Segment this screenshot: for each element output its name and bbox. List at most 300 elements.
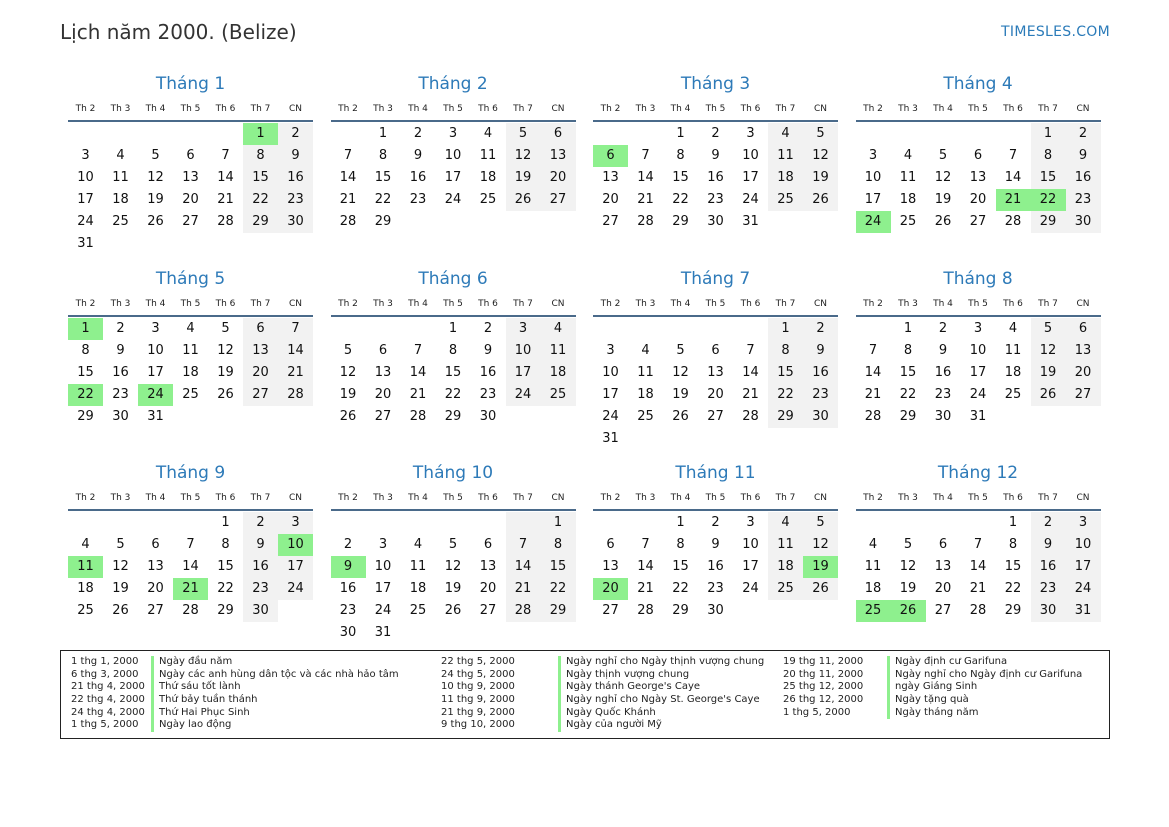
day-cell: 3 (746, 515, 755, 530)
day-cell: 14 (506, 556, 541, 578)
day-cell: 26 (672, 409, 689, 424)
holiday-date: 1 thg 5, 2000 (71, 719, 139, 731)
day-cell: 10 (444, 148, 462, 163)
day-cell: 23 (1031, 578, 1066, 600)
legend-row (71, 681, 399, 694)
empty-cell (856, 318, 891, 340)
day-cell: 17 (969, 365, 987, 380)
day-cell: 4 (641, 343, 650, 358)
weekday-header (593, 98, 838, 122)
day-cell: 30 (707, 603, 724, 618)
day-cell: 9 (803, 340, 838, 362)
day-cell: 8 (81, 343, 90, 358)
weekday-label: Th 3 (635, 493, 656, 503)
holiday-name: Ngày định cư Garifuna (887, 656, 1007, 669)
day-cell: 7 (278, 318, 313, 340)
page-title: Lịch năm 2000. (Belize) (60, 20, 297, 44)
legend-row (71, 694, 399, 707)
day-grid (331, 512, 576, 644)
day-cell: 22 (243, 189, 278, 211)
weekday-label: Th 4 (408, 104, 428, 114)
month-calendar (856, 461, 1101, 622)
month-title: Tháng 1 (155, 74, 226, 94)
day-cell: 20 (374, 387, 392, 402)
month-title: Tháng 10 (412, 463, 494, 483)
day-cell: 25 (409, 603, 427, 618)
weekday-label: Th 4 (145, 104, 166, 114)
day-cell: 22 (217, 581, 234, 596)
weekday-label: Th 7 (250, 493, 271, 503)
day-cell: 4 (541, 318, 576, 340)
day-cell: 12 (899, 559, 917, 574)
day-cell: 15 (77, 365, 94, 380)
day-cell: 31 (742, 214, 759, 229)
day-cell: 18 (77, 581, 94, 596)
legend-row (71, 719, 399, 732)
holiday-name: Ngày nghỉ cho Ngày thịnh vượng chung (558, 656, 764, 669)
day-cell: 17 (77, 192, 94, 207)
day-cell: 11 (637, 365, 654, 380)
legend-row (441, 656, 764, 669)
day-cell: 22 (541, 578, 576, 600)
holiday-day-cell: 9 (331, 556, 366, 578)
weekday-label: Th 3 (110, 299, 131, 309)
day-cell: 3 (606, 343, 615, 358)
day-cell: 2 (343, 537, 353, 552)
weekday-header (68, 293, 313, 317)
empty-cell (436, 512, 471, 534)
holiday-date: 1 thg 5, 2000 (783, 706, 851, 718)
day-cell: 24 (969, 387, 987, 402)
weekday-label: Th 3 (110, 104, 131, 114)
day-cell: 20 (1066, 362, 1101, 384)
holiday-name: Thứ Hai Phục Sinh (151, 707, 250, 720)
day-cell: 27 (707, 409, 724, 424)
weekday-label: CN (551, 493, 565, 503)
empty-cell (331, 512, 366, 534)
day-cell: 5 (151, 148, 160, 163)
day-cell: 25 (541, 384, 576, 406)
weekday-label: Th 3 (373, 299, 393, 309)
weekday-label: Th 6 (740, 493, 761, 503)
weekday-label: Th 5 (443, 104, 463, 114)
day-cell: 25 (768, 578, 803, 600)
day-cell: 6 (378, 343, 388, 358)
day-cell: 26 (803, 578, 838, 600)
day-cell: 21 (339, 192, 357, 207)
empty-cell (856, 123, 891, 145)
weekday-label: Th 6 (740, 299, 761, 309)
day-cell: 2 (278, 123, 313, 145)
legend-row (441, 681, 764, 694)
day-cell: 19 (217, 365, 234, 380)
day-cell: 17 (506, 362, 541, 384)
day-cell: 24 (77, 214, 94, 229)
holiday-name: Ngày nghỉ cho Ngày St. George's Caye (558, 694, 760, 707)
day-cell: 15 (1004, 559, 1022, 574)
day-cell: 5 (1031, 318, 1066, 340)
day-cell: 16 (339, 581, 357, 596)
day-cell: 31 (77, 236, 94, 251)
day-cell: 2 (711, 126, 720, 141)
day-cell: 29 (374, 214, 392, 229)
day-cell: 21 (637, 192, 654, 207)
day-cell: 14 (339, 170, 357, 185)
holiday-date: 26 thg 12, 2000 (783, 694, 864, 706)
weekday-label: Th 4 (933, 299, 953, 309)
day-cell: 30 (1066, 211, 1101, 233)
day-cell: 8 (676, 148, 685, 163)
day-cell: 3 (506, 318, 541, 340)
day-cell: 5 (803, 123, 838, 145)
legend-row (71, 707, 399, 720)
month-title: Tháng 6 (418, 269, 488, 289)
day-cell: 6 (483, 537, 493, 552)
day-cell: 25 (112, 214, 129, 229)
empty-cell (366, 318, 401, 340)
day-cell: 18 (768, 556, 803, 578)
day-cell: 11 (112, 170, 129, 185)
holiday-name: Thứ sáu tốt lành (151, 681, 241, 694)
day-cell: 23 (278, 189, 313, 211)
day-cell: 4 (768, 123, 803, 145)
day-cell: 29 (1004, 603, 1022, 618)
day-cell: 16 (707, 170, 724, 185)
day-cell: 9 (711, 148, 720, 163)
weekday-label: Th 2 (863, 104, 883, 114)
legend-row (783, 694, 1082, 707)
day-cell: 5 (343, 343, 353, 358)
day-cell: 2 (711, 515, 720, 530)
day-cell: 2 (116, 321, 125, 336)
weekday-label: Th 3 (898, 104, 918, 114)
weekday-label: Th 4 (145, 299, 166, 309)
day-cell: 18 (637, 387, 654, 402)
holiday-day-cell: 24 (856, 211, 891, 233)
day-grid (856, 512, 1101, 622)
month-calendar (593, 267, 838, 450)
day-grid (68, 512, 313, 622)
day-cell: 12 (934, 170, 952, 185)
day-cell: 31 (969, 409, 987, 424)
day-cell: 17 (864, 192, 882, 207)
legend-row (441, 694, 764, 707)
holiday-day-cell: 21 (173, 578, 208, 600)
day-cell: 29 (541, 600, 576, 622)
weekday-label: Th 2 (338, 299, 358, 309)
weekday-header (331, 98, 576, 122)
empty-cell (961, 512, 996, 534)
day-cell: 4 (81, 537, 90, 552)
day-cell: 17 (1066, 556, 1101, 578)
day-cell: 27 (934, 603, 952, 618)
day-cell: 23 (934, 387, 952, 402)
day-cell: 25 (77, 603, 94, 618)
legend-row (71, 669, 399, 682)
legend-row (783, 656, 1082, 669)
day-grid (593, 318, 838, 450)
holiday-date: 1 thg 1, 2000 (71, 656, 139, 667)
weekday-label: Th 4 (670, 299, 691, 309)
day-cell: 16 (479, 365, 497, 380)
day-cell: 30 (479, 409, 497, 424)
day-cell: 17 (147, 365, 164, 380)
day-cell: 27 (602, 214, 619, 229)
day-cell: 27 (374, 409, 392, 424)
day-cell: 26 (1031, 384, 1066, 406)
day-cell: 11 (1004, 343, 1022, 358)
day-cell: 18 (864, 581, 882, 596)
day-cell: 22 (374, 192, 392, 207)
day-cell: 10 (1066, 534, 1101, 556)
month-calendar (68, 72, 313, 255)
day-cell: 7 (506, 534, 541, 556)
month-calendar (856, 72, 1101, 233)
day-cell: 24 (444, 192, 462, 207)
day-cell: 7 (746, 343, 755, 358)
weekday-label: Th 6 (740, 104, 761, 114)
day-cell: 30 (707, 214, 724, 229)
weekday-label: Th 6 (478, 493, 498, 503)
empty-cell (856, 512, 891, 534)
weekday-label: Th 3 (373, 104, 393, 114)
day-cell: 15 (899, 365, 917, 380)
weekday-label: Th 4 (408, 493, 428, 503)
day-cell: 19 (339, 387, 357, 402)
empty-cell (366, 512, 401, 534)
day-cell: 3 (1066, 512, 1101, 534)
holiday-name: ngày Giáng Sinh (887, 681, 977, 694)
day-cell: 15 (672, 559, 689, 574)
weekday-label: CN (551, 104, 565, 114)
legend-column (441, 656, 764, 732)
day-cell: 6 (711, 343, 720, 358)
holiday-date: 6 thg 3, 2000 (71, 668, 139, 680)
day-cell: 16 (934, 365, 952, 380)
day-cell: 29 (899, 409, 917, 424)
day-cell: 17 (742, 170, 759, 185)
day-cell: 3 (81, 148, 90, 163)
weekday-label: Th 2 (75, 104, 96, 114)
day-grid (331, 123, 576, 233)
day-cell: 8 (243, 145, 278, 167)
day-cell: 1 (221, 515, 230, 530)
day-cell: 11 (541, 340, 576, 362)
holiday-date: 21 thg 4, 2000 (71, 681, 145, 693)
empty-cell (471, 512, 506, 534)
weekday-label: Th 7 (513, 104, 533, 114)
day-cell: 12 (506, 145, 541, 167)
weekday-label: CN (288, 493, 303, 503)
day-cell: 30 (1031, 600, 1066, 622)
holiday-name: Thứ bảy tuần thánh (151, 694, 258, 707)
day-cell: 10 (864, 170, 882, 185)
weekday-label: Th 7 (513, 299, 533, 309)
day-cell: 8 (541, 534, 576, 556)
weekday-header (856, 293, 1101, 317)
holiday-date: 9 thg 10, 2000 (441, 719, 515, 731)
holiday-name: Ngày của người Mỹ (558, 719, 662, 732)
day-cell: 23 (339, 603, 357, 618)
day-cell: 4 (903, 148, 913, 163)
day-cell: 4 (116, 148, 125, 163)
day-cell: 29 (768, 406, 803, 428)
holiday-date: 21 thg 9, 2000 (441, 706, 515, 718)
day-cell: 16 (112, 365, 129, 380)
holiday-day-cell: 10 (278, 534, 313, 556)
legend-column (783, 656, 1082, 719)
legend-row (783, 707, 1082, 720)
day-cell: 16 (1066, 167, 1101, 189)
day-cell: 8 (768, 340, 803, 362)
day-cell: 13 (374, 365, 392, 380)
holiday-day-cell: 6 (593, 145, 628, 167)
weekday-header (593, 487, 838, 511)
day-cell: 27 (243, 384, 278, 406)
day-cell: 22 (672, 192, 689, 207)
day-cell: 6 (243, 318, 278, 340)
day-cell: 18 (899, 192, 917, 207)
day-cell: 10 (506, 340, 541, 362)
day-cell: 28 (506, 600, 541, 622)
day-cell: 23 (409, 192, 427, 207)
legend-row (441, 669, 764, 682)
day-cell: 9 (483, 343, 493, 358)
day-cell: 7 (413, 343, 423, 358)
weekday-label: CN (1076, 104, 1090, 114)
day-cell: 7 (641, 148, 650, 163)
holiday-day-cell: 24 (138, 384, 173, 406)
weekday-label: Th 5 (705, 299, 726, 309)
weekday-label: Th 2 (863, 299, 883, 309)
weekday-label: Th 7 (513, 493, 533, 503)
day-cell: 6 (186, 148, 195, 163)
day-cell: 16 (707, 559, 724, 574)
day-cell: 30 (243, 600, 278, 622)
month-calendar (68, 461, 313, 622)
day-cell: 21 (637, 581, 654, 596)
day-cell: 11 (182, 343, 199, 358)
day-cell: 25 (637, 409, 654, 424)
day-cell: 14 (217, 170, 234, 185)
day-cell: 6 (151, 537, 160, 552)
day-cell: 10 (147, 343, 164, 358)
weekday-label: Th 2 (338, 104, 358, 114)
day-cell: 7 (343, 148, 353, 163)
site-link[interactable]: TIMESLES.COM (1001, 24, 1110, 40)
month-title: Tháng 4 (943, 74, 1013, 94)
day-cell: 1 (541, 512, 576, 534)
day-grid (331, 318, 576, 428)
day-cell: 4 (186, 321, 195, 336)
day-cell: 8 (676, 537, 685, 552)
day-cell: 9 (938, 343, 948, 358)
day-cell: 6 (606, 537, 615, 552)
day-cell: 2 (1031, 512, 1066, 534)
weekday-label: Th 5 (443, 493, 463, 503)
month-title: Tháng 3 (680, 74, 751, 94)
weekday-label: Th 2 (863, 493, 883, 503)
day-cell: 4 (483, 126, 493, 141)
empty-cell (173, 512, 208, 534)
day-cell: 19 (112, 581, 129, 596)
empty-cell (103, 512, 138, 534)
day-cell: 5 (938, 148, 948, 163)
day-cell: 12 (803, 534, 838, 556)
weekday-label: Th 5 (705, 493, 726, 503)
holiday-date: 10 thg 9, 2000 (441, 681, 515, 693)
day-cell: 15 (374, 170, 392, 185)
day-grid (68, 123, 313, 255)
weekday-label: Th 4 (933, 104, 953, 114)
day-cell: 12 (339, 365, 357, 380)
day-cell: 24 (278, 578, 313, 600)
month-title: Tháng 12 (937, 463, 1019, 483)
day-cell: 14 (182, 559, 199, 574)
day-cell: 17 (278, 556, 313, 578)
weekday-label: Th 2 (600, 493, 621, 503)
holiday-name: Ngày thánh George's Caye (558, 681, 700, 694)
empty-cell (138, 123, 173, 145)
day-cell: 21 (217, 192, 234, 207)
day-cell: 31 (602, 431, 619, 446)
day-cell: 29 (1031, 211, 1066, 233)
day-cell: 13 (182, 170, 199, 185)
holiday-date: 19 thg 11, 2000 (783, 656, 864, 667)
day-cell: 3 (278, 512, 313, 534)
day-cell: 19 (934, 192, 952, 207)
weekday-label: Th 3 (635, 299, 656, 309)
legend-column (71, 656, 399, 732)
month-calendar (593, 461, 838, 622)
day-cell: 7 (1008, 148, 1018, 163)
day-cell: 30 (112, 409, 129, 424)
weekday-header (68, 487, 313, 511)
weekday-label: Th 6 (1003, 299, 1023, 309)
holiday-name: Ngày thịnh vượng chung (558, 669, 689, 682)
day-cell: 24 (374, 603, 392, 618)
day-cell: 1 (676, 126, 685, 141)
day-cell: 12 (672, 365, 689, 380)
empty-cell (138, 512, 173, 534)
day-cell: 17 (444, 170, 462, 185)
legend-row (441, 707, 764, 720)
day-cell: 3 (973, 321, 983, 336)
day-cell: 23 (112, 387, 129, 402)
holiday-day-cell: 22 (68, 384, 103, 406)
day-cell: 13 (1066, 340, 1101, 362)
day-cell: 9 (711, 537, 720, 552)
day-cell: 24 (1066, 578, 1101, 600)
day-grid (856, 123, 1101, 233)
empty-cell (506, 512, 541, 534)
weekday-label: Th 7 (775, 493, 796, 503)
day-cell: 21 (506, 578, 541, 600)
day-cell: 16 (409, 170, 427, 185)
day-cell: 23 (243, 578, 278, 600)
day-cell: 5 (116, 537, 125, 552)
day-cell: 13 (147, 559, 164, 574)
day-cell: 17 (742, 559, 759, 574)
weekday-header (331, 293, 576, 317)
day-cell: 10 (742, 148, 759, 163)
empty-cell (996, 123, 1031, 145)
day-cell: 16 (1031, 556, 1066, 578)
empty-cell (628, 512, 663, 534)
legend-row (783, 681, 1082, 694)
day-cell: 19 (444, 581, 462, 596)
day-grid (68, 318, 313, 428)
